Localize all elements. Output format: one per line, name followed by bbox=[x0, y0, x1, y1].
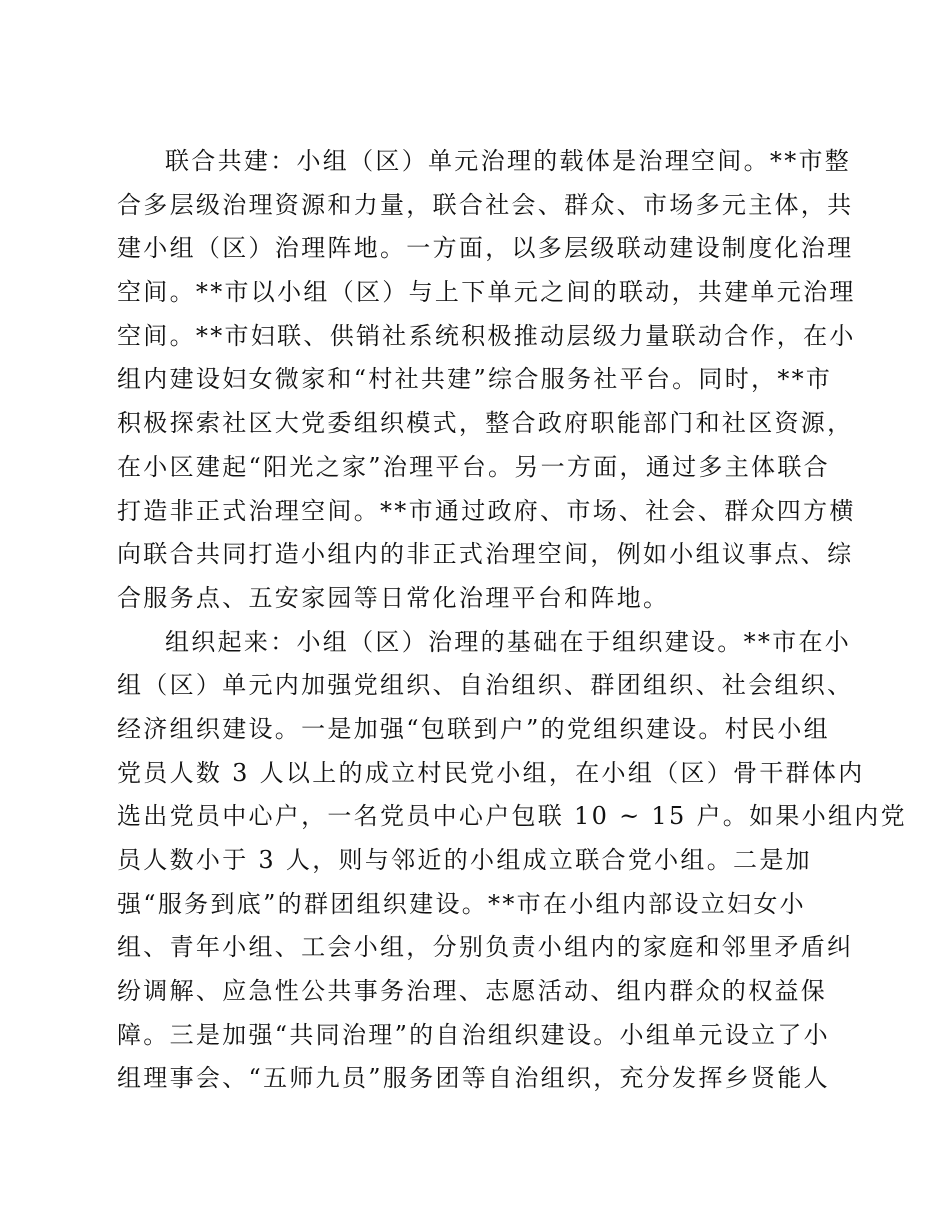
text-line: 在小区建起“阳光之家”治理平台。另一方面，通过多主体联合 bbox=[117, 452, 830, 481]
text-line: 合多层级治理资源和力量，联合社会、群众、市场多元主体，共 bbox=[117, 190, 854, 219]
text-line: 党员人数 3 人以上的成立村民党小组，在小组（区）骨干群体内 bbox=[117, 758, 865, 787]
text-line: 组织起来：小组（区）治理的基础在于组织建设。**市在小 bbox=[165, 627, 852, 656]
text-line: 联合共建：小组（区）单元治理的载体是治理空间。**市整 bbox=[165, 147, 852, 175]
text-line: 组内建设妇女微家和“村社共建”综合服务社平台。同时，**市 bbox=[117, 365, 833, 394]
text-line: 合服务点、五安家园等日常化治理平台和阵地。 bbox=[117, 583, 670, 612]
text-line: 经济组织建设。一是加强“包联到户”的党组织建设。村民小组 bbox=[117, 714, 830, 743]
text-line: 员人数小于 3 人，则与邻近的小组成立联合党小组。二是加 bbox=[117, 846, 812, 874]
text-line: 打造非正式治理空间。**市通过政府、市场、社会、群众四方横 bbox=[117, 496, 856, 525]
text-line: 空间。**市妇联、供销社系统积极推动层级力量联动合作，在小 bbox=[117, 321, 856, 350]
text-line: 障。三是加强“共同治理”的自治组织建设。小组单元设立了小 bbox=[117, 1020, 830, 1049]
text-line: 选出党员中心户，一名党员中心户包联 10 ~ 15 户。如果小组内党 bbox=[117, 802, 907, 831]
paragraph-joint-construction bbox=[117, 140, 856, 621]
text-line: 向联合共同打造小组内的非正式治理空间，例如小组议事点、综 bbox=[117, 540, 854, 569]
text-line: 空间。**市以小组（区）与上下单元之间的联动，共建单元治理 bbox=[117, 278, 856, 307]
paragraph-organize bbox=[117, 621, 907, 1102]
document-body bbox=[117, 140, 907, 1101]
text-line: 组、青年小组、工会小组，分别负责小组内的家庭和邻里矛盾纠 bbox=[117, 933, 854, 962]
text-line: 组（区）单元内加强党组织、自治组织、群团组织、社会组织、 bbox=[117, 671, 854, 700]
text-line: 纷调解、应急性公共事务治理、志愿活动、组内群众的权益保 bbox=[117, 977, 828, 1006]
text-line: 强“服务到底”的群团组织建设。**市在小组内部设立妇女小 bbox=[117, 889, 806, 918]
text-line: 积极探索社区大党委组织模式，整合政府职能部门和社区资源， bbox=[117, 409, 854, 438]
text-line: 建小组（区）治理阵地。一方面，以多层级联动建设制度化治理 bbox=[117, 234, 854, 263]
text-line: 组理事会、“五师九员”服务团等自治组织，充分发挥乡贤能人 bbox=[117, 1064, 830, 1093]
